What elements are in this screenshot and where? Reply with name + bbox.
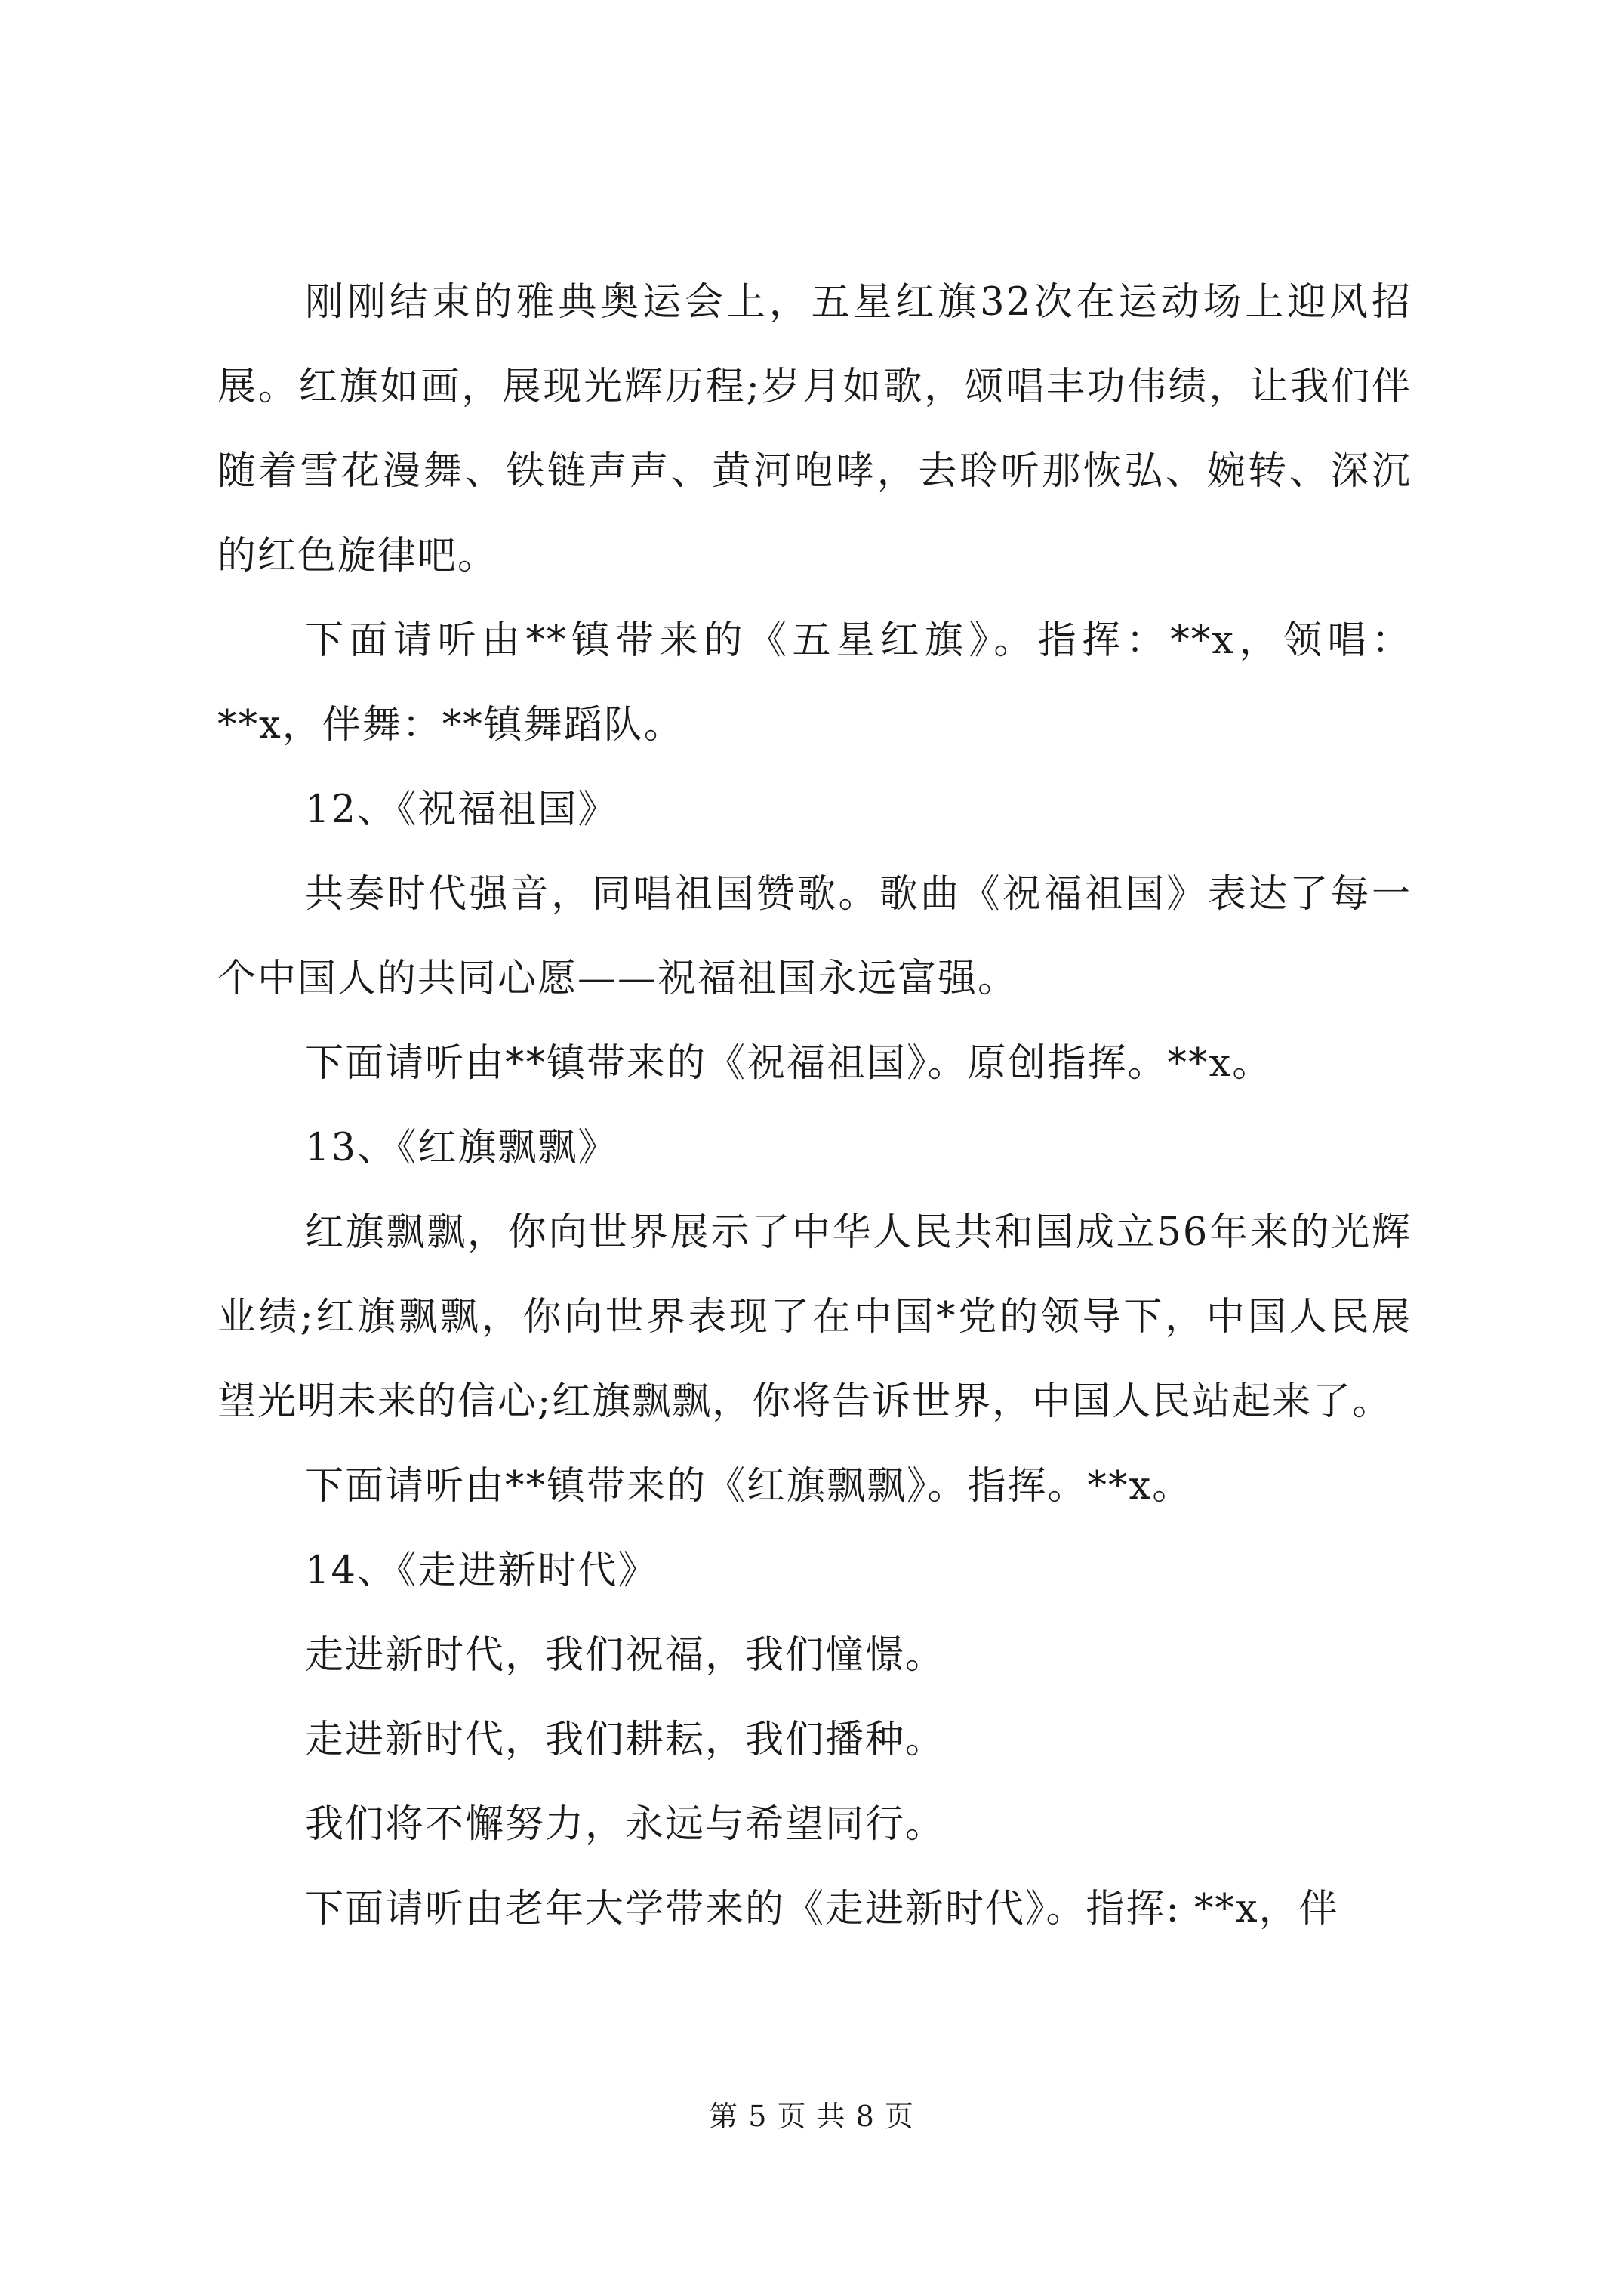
page-number-footer: 第 5 页 共 8 页 (709, 2100, 914, 2133)
paragraph-bless-motherland-intro: 下面请听由**镇带来的《祝福祖国》。原创指挥。**x。 (305, 1041, 1273, 1086)
program-heading-14: 14、《走进新时代》 (305, 1549, 658, 1593)
paragraph-new-era-line-3: 我们将不懈努力，永远与希望同行。 (305, 1802, 946, 1847)
program-heading-12: 12、《祝福祖国》 (305, 787, 618, 832)
paragraph-bless-motherland: 共奏时代强音，同唱祖国赞歌。歌曲《祝福祖国》表达了每一个中国人的共同心愿——祝福祖国永远富强。 (217, 872, 1412, 1001)
paragraph-red-flag-intro: 下面请听由**镇带来的《红旗飘飘》。指挥。**x。 (305, 1464, 1193, 1509)
paragraph-athens-olympics: 刚刚结束的雅典奥运会上，五星红旗32次在运动场上迎风招展。红旗如画，展现光辉历程;岁月如歌，颂唱丰功伟绩，让我们伴随着雪花漫舞、铁链声声、黄河咆哮，去聆听那恢弘、婉转、深沉的红色旋律吧。 (217, 280, 1412, 578)
paragraph-new-era-line-2: 走进新时代，我们耕耘，我们播种。 (305, 1718, 946, 1762)
document-body (217, 260, 1412, 1952)
paragraph-five-star-flag-intro: 下面请听由**镇带来的《五星红旗》。指挥：**x，领唱：**x，伴舞：**镇舞蹈队。 (217, 618, 1412, 747)
paragraph-red-flag-fluttering: 红旗飘飘，你向世界展示了中华人民共和国成立56年来的光辉业绩;红旗飘飘，你向世界表现了在中国*党的领导下，中国人民展望光明未来的信心;红旗飘飘，你将告诉世界，中国人民站起来了。 (217, 1210, 1412, 1424)
paragraph-new-era-line-1: 走进新时代，我们祝福，我们憧憬。 (305, 1633, 946, 1678)
program-heading-13: 13、《红旗飘飘》 (305, 1126, 618, 1170)
paragraph-new-era-intro: 下面请听由老年大学带来的《走进新时代》。指挥: **x，伴 (305, 1887, 1339, 1931)
